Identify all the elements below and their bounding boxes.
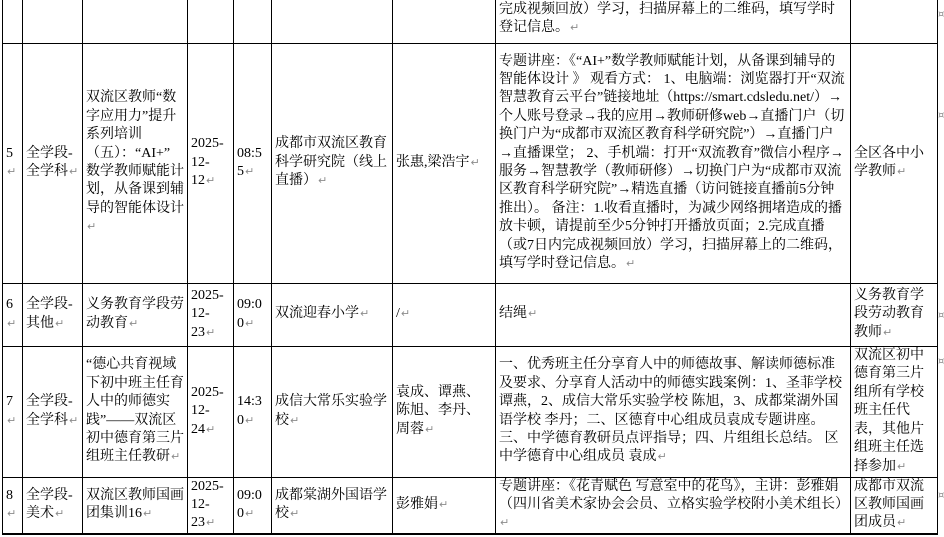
cell-stage-subject[interactable] — [23, 0, 83, 43]
cell-text: 5 — [6, 145, 13, 161]
cell-text: “德心共育视域下初中班主任育人中的师德实践”——双流区初中德育第三片组班主任教研 — [86, 357, 184, 465]
cell-location[interactable] — [272, 0, 393, 43]
paragraph-return-icon: ↵ — [7, 165, 17, 178]
end-of-row-mark-icon: ¤ — [938, 110, 944, 121]
cell-audience[interactable] — [851, 0, 938, 43]
paragraph-return-icon: ↵ — [171, 450, 181, 464]
end-of-row-mark-icon: ¤ — [938, 356, 944, 367]
cell-text: 全学段-全学科 — [26, 145, 73, 179]
cell-text: 全学段-全学科 — [26, 394, 73, 428]
cell-time[interactable] — [234, 283, 272, 346]
paragraph-return-icon: ↵ — [883, 325, 893, 339]
cell-text: 全区各中小学教师 — [854, 145, 924, 179]
cell-people[interactable] — [393, 346, 496, 477]
cell-people[interactable] — [393, 283, 496, 346]
paragraph-return-icon: ↵ — [318, 174, 328, 188]
cell-date[interactable] — [188, 346, 234, 477]
cell-text: 09:00 — [237, 487, 262, 522]
cell-text: 全学段-美术 — [26, 487, 73, 522]
cell-audience[interactable] — [851, 477, 938, 534]
paragraph-return-icon: ↵ — [570, 21, 580, 35]
paragraph-return-icon: ↵ — [245, 165, 255, 178]
cell-content[interactable] — [496, 477, 851, 534]
cell-content[interactable] — [496, 0, 851, 43]
cell-location[interactable] — [272, 43, 393, 283]
end-of-row-mark-icon: ¤ — [938, 310, 944, 321]
cell-text: 双流区教师“数字应用力”提升系列培训（五）：“AI+”数学教师赋能计划，从备课到辅导的智能体设计 — [86, 90, 184, 216]
paragraph-return-icon: ↵ — [657, 450, 667, 464]
cell-people[interactable] — [393, 43, 496, 283]
end-of-row-mark-icon: ¤ — [938, 490, 944, 501]
cell-text: 双流区教师国画团集训16 — [86, 487, 184, 522]
cell-text: 完成视频回放）学习，扫描屏幕上的二维码，填写学时登记信息。 — [499, 2, 835, 36]
paragraph-return-icon: ↵ — [500, 516, 510, 530]
cell-date[interactable] — [188, 477, 234, 534]
cell-stage-subject[interactable] — [23, 283, 83, 346]
cell-location[interactable] — [272, 283, 393, 346]
table-row — [3, 43, 938, 283]
cell-stage-subject[interactable] — [23, 43, 83, 283]
paragraph-return-icon: ↵ — [400, 307, 411, 321]
cell-audience[interactable] — [851, 283, 938, 346]
cell-index[interactable] — [3, 43, 23, 283]
paragraph-return-icon: ↵ — [897, 516, 907, 530]
cell-location[interactable] — [272, 346, 393, 477]
table-row — [3, 477, 938, 534]
cell-text: 2025-12-23 — [191, 478, 224, 531]
cell-time[interactable] — [234, 477, 272, 534]
cell-stage-subject[interactable] — [23, 346, 83, 477]
paragraph-return-icon: ↵ — [528, 307, 538, 321]
paragraph-return-icon: ↵ — [55, 316, 65, 330]
cell-text: 2025-12-24 — [191, 384, 224, 437]
paragraph-return-icon: ↵ — [55, 507, 65, 521]
table-row — [3, 283, 938, 346]
cell-text: 8 — [6, 487, 13, 503]
cell-text: 成信大常乐实验学校 — [275, 394, 387, 428]
cell-text: 张惠,梁浩宇 — [396, 154, 470, 170]
cell-training-name[interactable] — [83, 346, 188, 477]
cell-stage-subject[interactable] — [23, 477, 83, 534]
paragraph-return-icon: ↵ — [245, 316, 255, 330]
paragraph-return-icon: ↵ — [129, 316, 139, 330]
cell-text: 成都市双流区教师国画团成员 — [854, 478, 924, 531]
cell-training-name[interactable] — [83, 477, 188, 534]
paragraph-return-icon: ↵ — [7, 316, 17, 330]
paragraph-return-icon: ↵ — [206, 325, 216, 339]
cell-content[interactable] — [496, 346, 851, 477]
cell-text: 全学段-其他 — [26, 297, 73, 331]
cell-text: 双流迎春小学 — [275, 306, 359, 322]
cell-text: 7 — [6, 394, 13, 410]
cell-date[interactable] — [188, 283, 234, 346]
paragraph-return-icon: ↵ — [69, 165, 79, 178]
cell-training-name[interactable] — [83, 43, 188, 283]
paragraph-return-icon: ↵ — [206, 516, 216, 530]
paragraph-return-icon: ↵ — [206, 422, 216, 436]
cell-text: 义务教育学段劳动教育 — [86, 297, 184, 331]
cell-text: 成都市双流区教育科学研究院（线上直播） — [275, 136, 387, 189]
paragraph-return-icon: ↵ — [897, 165, 907, 178]
cell-time[interactable] — [234, 0, 272, 43]
cell-text: 14:30 — [237, 394, 262, 428]
cell-content[interactable] — [496, 43, 851, 283]
cell-text: 08:55 — [237, 145, 262, 179]
paragraph-return-icon: ↵ — [245, 507, 255, 521]
cell-date[interactable] — [188, 43, 234, 283]
paragraph-return-icon: ↵ — [143, 507, 153, 521]
cell-audience[interactable] — [851, 346, 938, 477]
paragraph-return-icon: ↵ — [7, 507, 17, 521]
paragraph-return-icon: ↵ — [290, 413, 300, 427]
cell-text: 义务教育学段劳动教育教师 — [854, 287, 924, 340]
cell-people[interactable] — [393, 0, 496, 43]
cell-text: / — [396, 306, 400, 322]
cell-index[interactable] — [3, 477, 23, 534]
paragraph-return-icon: ↵ — [470, 155, 480, 169]
paragraph-return-icon: ↵ — [7, 413, 17, 427]
paragraph-return-icon: ↵ — [87, 220, 97, 234]
cell-content[interactable] — [496, 283, 851, 346]
cell-date[interactable] — [188, 0, 234, 43]
cell-index[interactable] — [3, 283, 23, 346]
cell-audience[interactable] — [851, 43, 938, 283]
cell-text: 结绳 — [499, 306, 527, 322]
cell-index[interactable] — [3, 0, 23, 43]
paragraph-return-icon: ↵ — [206, 174, 216, 188]
cell-text: 6 — [6, 297, 13, 313]
paragraph-return-icon: ↵ — [245, 413, 255, 427]
cell-text: 2025-12-12 — [191, 136, 224, 189]
end-of-row-mark-icon: ¤ — [938, 9, 944, 20]
cell-text: 专题讲座：《“AI+”数学教师赋能计划，从备课到辅导的智能体设计 》 观看方式： 1、电脑端：浏览器打开“双流智慧教育云平台”链接地址（https://smart.cdsledu.net/）→个人账号登录→我的应用→教师研修web→直播门户（切换门户为“成都市双流区教育科学研究院”）→直播门户→直播课堂； 2、手机端：打开“双流教育”微信小程序→服务→智慧教学（教师研修）→切换门户为“成都市双流区教育科学研究院”→精选直播（访问链接直播前5分钟推出）。 备注：1.收看直播时，为减少网络拥堵造成的播放卡顿，请提前至少5分钟打开播放页面；2.完成直播（或7日内完成视频回放）学习，扫描屏幕上的二维码，填写学时登记信息。 — [499, 53, 845, 272]
table-row — [3, 0, 938, 43]
cell-text: 袁成、谭燕、陈旭、李丹、周蓉 — [396, 384, 480, 437]
paragraph-return-icon: ↵ — [439, 498, 449, 512]
cell-training-name[interactable] — [83, 0, 188, 43]
paragraph-return-icon: ↵ — [290, 507, 300, 521]
cell-location[interactable] — [272, 477, 393, 534]
cell-text: 双流区初中德育第三片组所有学校班主任代表，其他片组班主任选择参加 — [854, 348, 924, 474]
cell-index[interactable] — [3, 346, 23, 477]
paragraph-return-icon: ↵ — [626, 257, 636, 271]
table-row — [3, 346, 938, 477]
cell-text: 09:00 — [237, 297, 262, 331]
cell-text: 彭雅娟 — [396, 497, 438, 513]
cell-time[interactable] — [234, 346, 272, 477]
paragraph-return-icon: ↵ — [360, 307, 370, 321]
cell-text: 2025-12-23 — [191, 287, 224, 340]
paragraph-return-icon: ↵ — [897, 459, 907, 473]
cell-text: 专题讲座：《花青赋色 写意室中的花鸟》，主讲：彭雅娟（四川省美术家协会会员、立格实验学校附小美术组长） — [499, 478, 849, 513]
cell-training-name[interactable] — [83, 283, 188, 346]
cell-text: 一、优秀班主任分享育人中的师德故事、解读师德标准及要求、分享育人活动中的师德实践案例：1、圣菲学校 谭燕，2、成信大常乐实验学校 陈旭，3、成都棠湖外国语学校 李丹；二、区德育中心组成员袁成专题讲座。三、中学德育教研员点评指导；四、片组组长总结。 区中学德育中心组成员 袁成 — [499, 357, 846, 465]
paragraph-return-icon: ↵ — [425, 422, 435, 436]
training-schedule-table — [2, 0, 938, 535]
cell-time[interactable] — [234, 43, 272, 283]
cell-text: 成都棠湖外国语学校 — [275, 487, 387, 522]
cell-people[interactable] — [393, 477, 496, 534]
paragraph-return-icon: ↵ — [69, 413, 79, 427]
